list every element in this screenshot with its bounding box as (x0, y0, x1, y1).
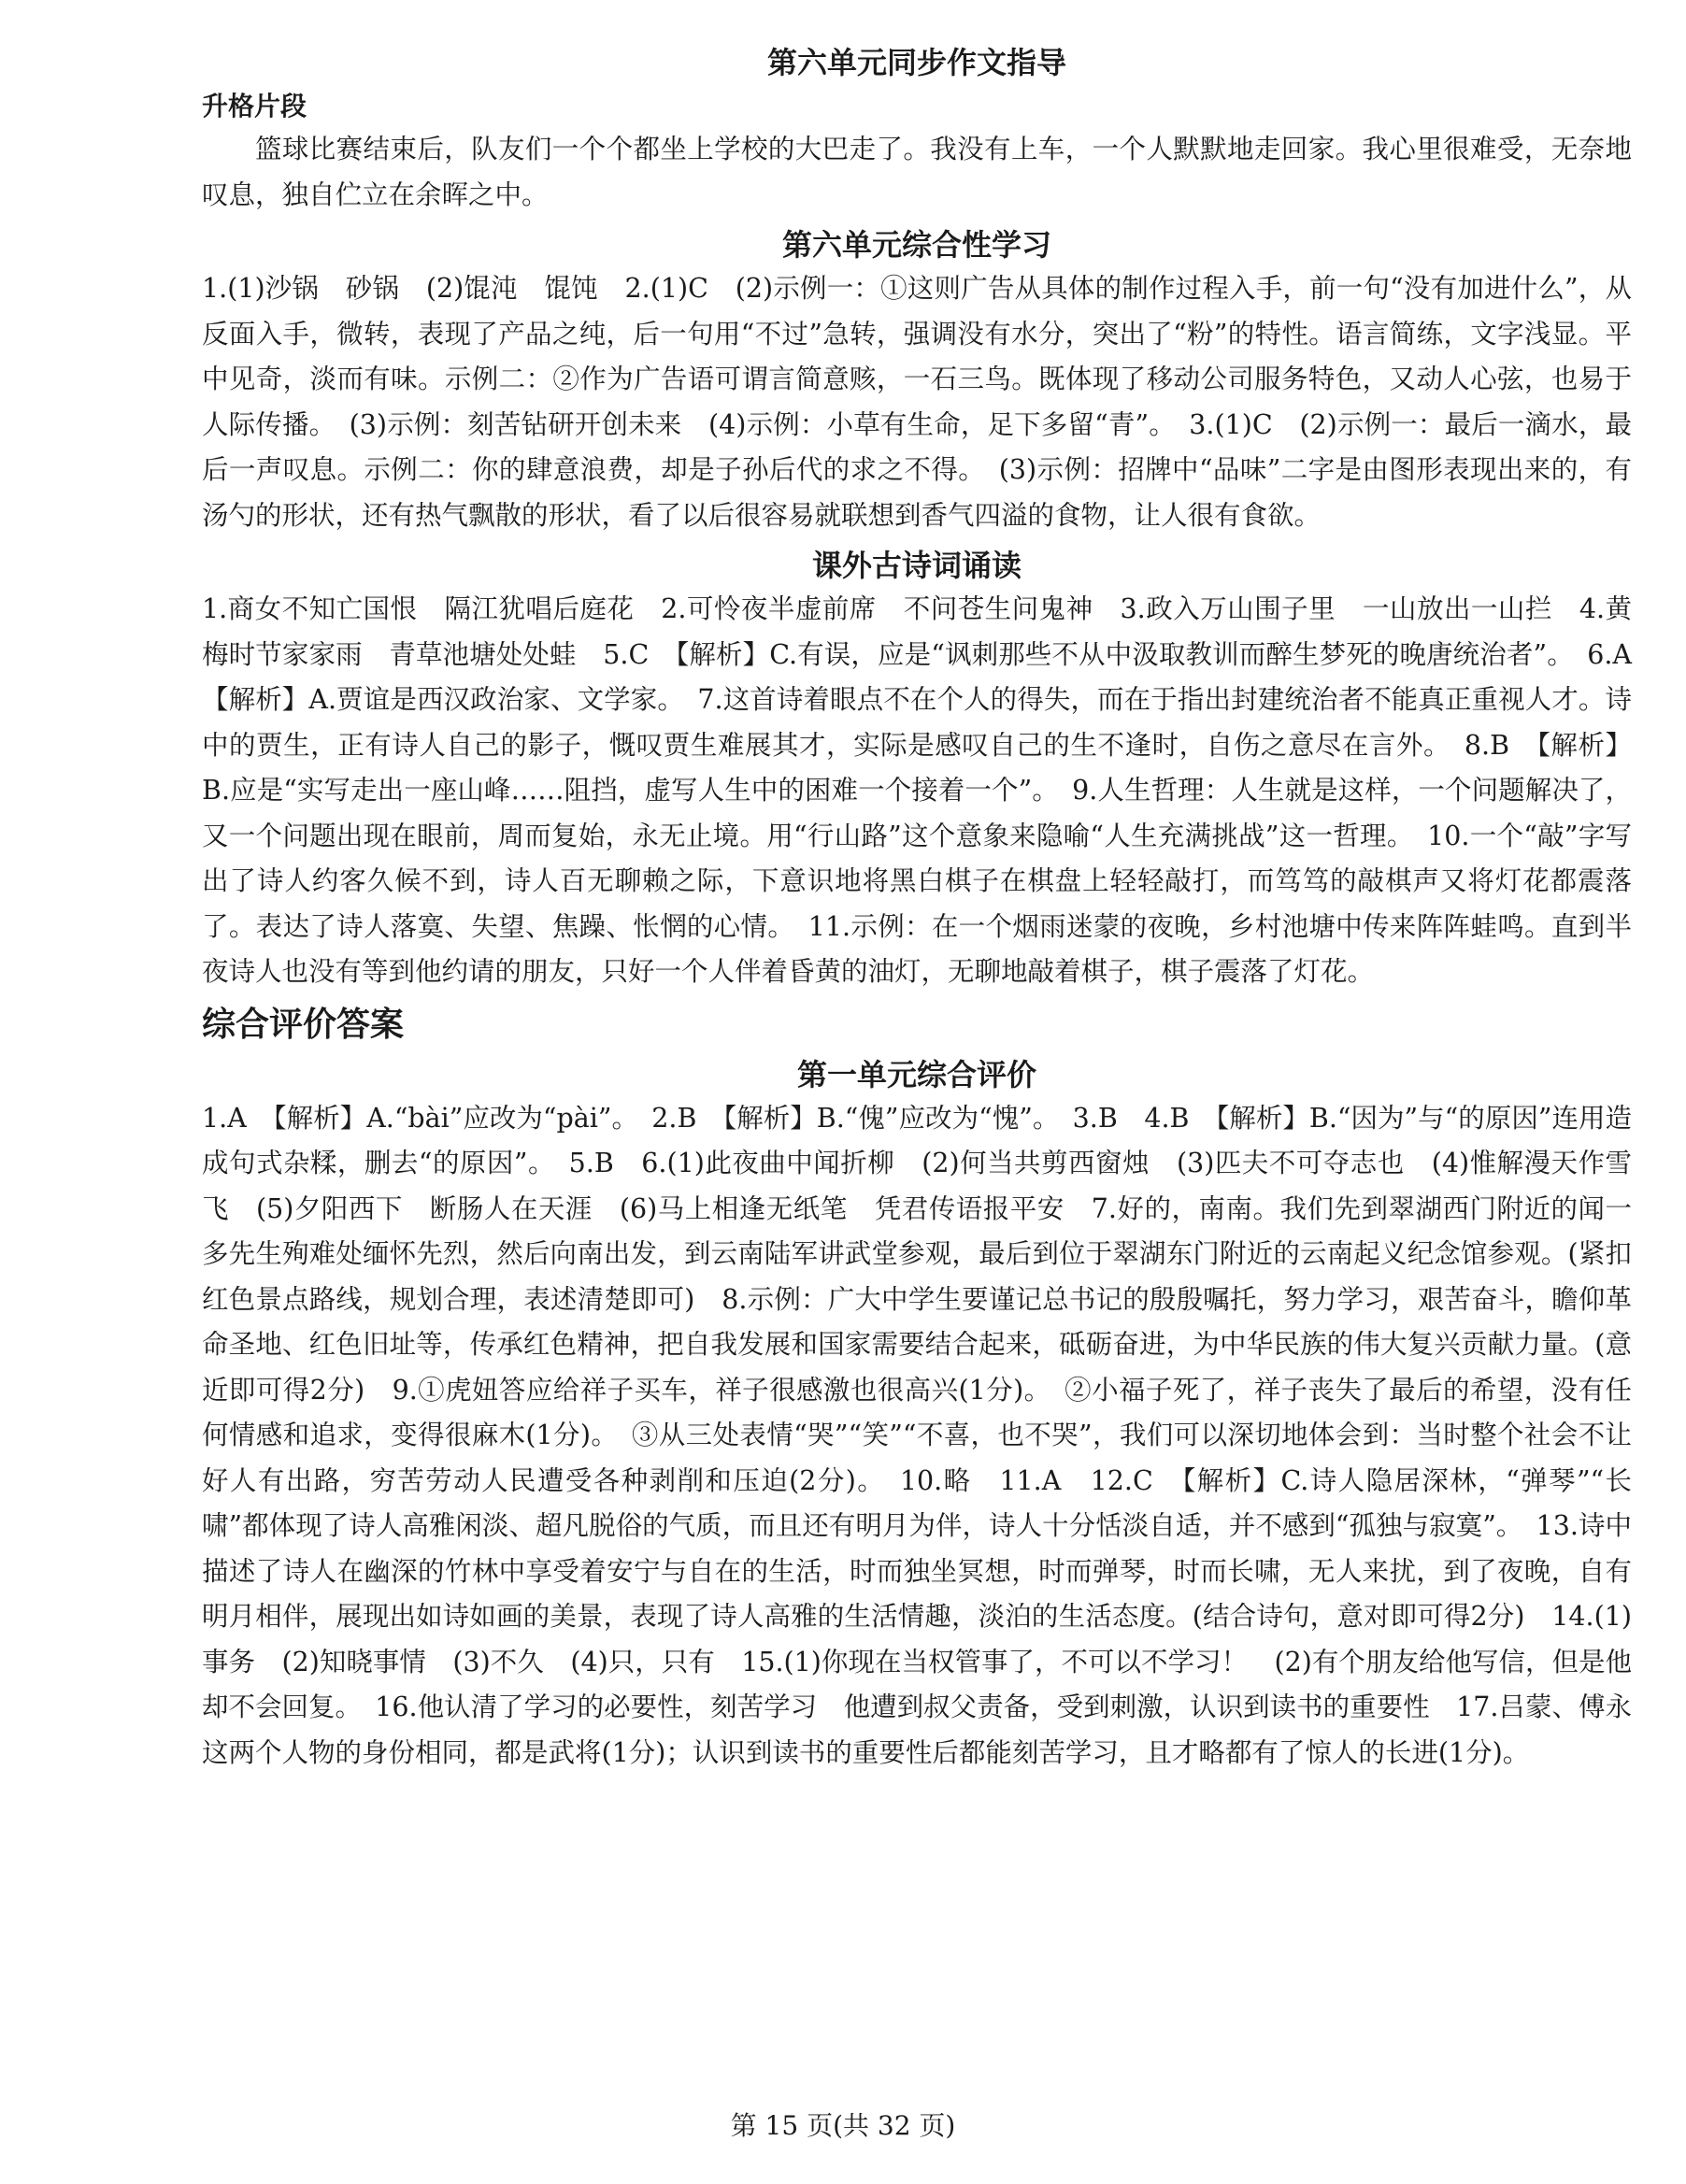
page-number: 第 15 页(共 32 页) (730, 2110, 956, 2141)
heading-evaluation-answers: 综合评价答案 (202, 1005, 405, 1044)
comprehensive-learning-answers: 1.(1)沙锅 砂锅 (2)馄沌 馄饨 2.(1)C (2)示例一：①这则广告从具体的制作过程入手，前一句“没有加进什么”，从反面入手，微转，表现了产品之纯，后一句用“不过”急转，强调没有水分，突出了“粉”的特性。语言简练，文字浅显。平中见奇，淡而有味。示例二：②作为广告语可谓言简意赅，一石三鸟。既体现了移动公司服务特色，又动人心弦，也易于人际传播。 (3)示例：刻苦钻研开创未来 (4)示例：小草有生命，足下多留“青”。 3.(1)C (2)示例一：最后一滴水，最后一声叹息。示例二：你的肆意浪费，却是子孙后代的求之不得。 (3)示例：招牌中“品味”二字是由图形表现出来的，有汤勺的形状，还有热气飘散的形状，看了以后很容易就联想到香气四溢的食物，让人很有食欲。 (202, 273, 1632, 531)
section-title-comprehensive-learning: 第六单元综合性学习 (781, 227, 1051, 263)
classical-poetry-answers: 1.商女不知亡国恨 隔江犹唱后庭花 2.可怜夜半虚前席 不问苍生问鬼神 3.政入万山围子里 一山放出一山拦 4.黄梅时节家家雨 青草池塘处处蛙 5.C 【解析】C.有误，应是“讽刺那些不从中汲取教训而醉生梦死的晚唐统治者”。 6.A 【解析】A.贾谊是西汉政治家、文学家。 7.这首诗着眼点不在个人的得失，而在于指出封建统治者不能真正重视人才。诗中的贾生，正有诗人自己的影子，慨叹贾生难展其才，实际是感叹自己的生不逢时，自伤之意尽在言外。 8.B 【解析】B.应是“实写走出一座山峰……阻挡，虚写人生中的困难一个接着一个”。 9.人生哲理：人生就是这样，一个问题解决了，又一个问题出现在眼前，周而复始，永无止境。用“行山路”这个意象来隐喻“人生充满挑战”这一哲理。 10.一个“敲”字写出了诗人约客久候不到，诗人百无聊赖之际，下意识地将黑白棋子在棋盘上轻轻敲打，而笃笃的敲棋声又将灯花都震落了。表达了诗人落寞、失望、焦躁、怅惘的心情。 11.示例：在一个烟雨迷蒙的夜晚，乡村池塘中传来阵阵蛙鸣。直到半夜诗人也没有等到他约请的朋友，只好一个人伴着昏黄的油灯，无聊地敲着棋子，棋子震落了灯花。 (202, 593, 1659, 987)
unit-one-evaluation-answers: 1.A 【解析】A.“bài”应改为“pài”。 2.B 【解析】B.“傀”应改为“愧”。 3.B 4.B 【解析】B.“因为”与“的原因”连用造成句式杂糅，删去“的原因”。 5.B 6.(1)此夜曲中闻折柳 (2)何当共剪西窗烛 (3)匹夫不可夺志也 (4)惟解漫天作雪飞 (5)夕阳西下 断肠人在天涯 (6)马上相逢无纸笔 凭君传语报平安 7.好的，南南。我们先到翠湖西门附近的闻一多先生殉难处缅怀先烈，然后向南出发，到云南陆军讲武堂参观，最后到位于翠湖东门附近的云南起义纪念馆参观。(紧扣红色景点路线，规划合理，表述清楚即可) 8.示例：广大中学生要谨记总书记的殷殷嘱托，努力学习，艰苦奋斗，瞻仰革命圣地、红色旧址等，传承红色精神，把自我发展和国家需要结合起来，砥砺奋进，为中华民族的伟大复兴贡献力量。(意近即可得2分) 9.①虎妞答应给祥子买车，祥子很感激也很高兴(1分)。 ②小福子死了，祥子丧失了最后的希望，没有任何情感和追求，变得很麻木(1分)。 ③从三处表情“哭”“笑”“不喜，也不哭”，我们可以深切地体会到：当时整个社会不让好人有出路，穷苦劳动人民遭受各种剥削和压迫(2分)。 10.略 11.A 12.C 【解析】C.诗人隐居深林，“弹琴”“长啸”都体现了诗人高雅闲淡、超凡脱俗的气质，而且还有明月为伴，诗人十分恬淡自适，并不感到“孤独与寂寞”。 13.诗中描述了诗人在幽深的竹林中享受着安宁与自在的生活，时而独坐冥想，时而弹琴，时而长啸，无人来扰，到了夜晚，自有明月相伴，展现出如诗如画的美景，表现了诗人高雅的生活情趣，淡泊的生活态度。(结合诗句，意对即可得2分) 14.(1)事务 (2)知晓事情 (3)不久 (4)只，只有 15.(1)你现在当权管事了，不可以不学习！ (2)有个朋友给他写信，但是他却不会回复。 16.他认清了学习的必要性，刻苦学习 他遭到叔父责备，受到刺激，认识到读书的重要性 17.吕蒙、傅永这两个人物的身份相同，都是武将(1分)；认识到读书的重要性后都能刻苦学习，且才略都有了惊人的长进(1分)。 (202, 1102, 1632, 1768)
section-title-unit-one-evaluation: 第一单元综合评价 (796, 1056, 1036, 1092)
section-title-composition: 第六单元同步作文指导 (766, 45, 1066, 80)
composition-paragraph: 篮球比赛结束后，队友们一个个都坐上学校的大巴走了。我没有上车，一个人默默地走回家。我心里很难受，无奈地叹息，独自伫立在余晖之中。 (202, 134, 1632, 210)
subtitle-upgrade-paragraph: 升格片段 (202, 91, 307, 121)
section-title-classical-poetry: 课外古诗词诵读 (811, 548, 1022, 583)
